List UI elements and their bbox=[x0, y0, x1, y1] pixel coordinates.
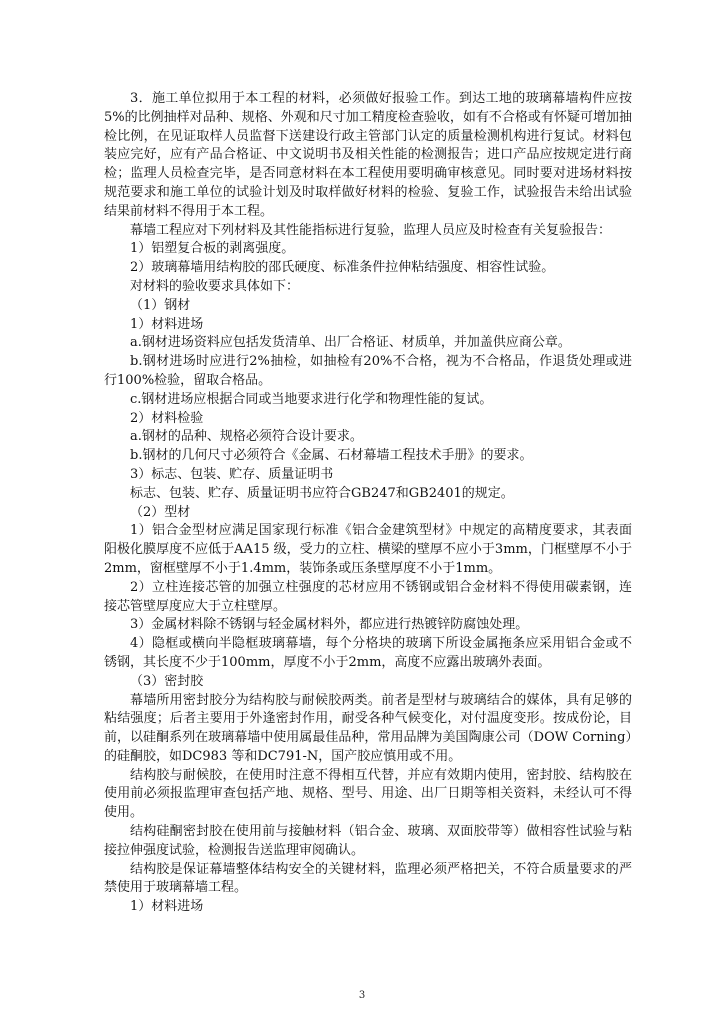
subheading: 3）标志、包装、贮存、质量证明书 bbox=[130, 466, 334, 482]
section-heading-profiles: （2）型材 bbox=[130, 504, 191, 520]
list-item: 1）铝合金型材应满足国家现行标准《铝合金建筑型材》中规定的高精度要求，其表面阳极化膜厚度不应低于AA15 级，受力的立柱、横梁的壁厚不应小于3mm，门框壁厚不小于2mm，窗框壁厚不小于1.4mm，装饰条或压条壁厚度不小于1mm。 bbox=[104, 523, 632, 576]
list-item: 1）铝塑复合板的剥离强度。 bbox=[130, 241, 295, 257]
list-item: a.钢材的品种、规格必须符合设计要求。 bbox=[130, 429, 363, 445]
list-item: 2）立柱连接芯管的加强立柱强度的芯材应用不锈钢或铝合金材料不得使用碳素钢，连接芯管壁厚度应大于立柱壁厚。 bbox=[104, 579, 632, 614]
paragraph: 标志、包装、贮存、质量证明书应符合GB247和GB2401的规定。 bbox=[130, 485, 514, 501]
paragraph-retest-intro: 幕墙工程应对下列材料及其性能指标进行复验，监理人员应及时检查有关复验报告： bbox=[130, 222, 612, 238]
list-item: b.钢材的几何尺寸必须符合《金属、石材幕墙工程技术手册》的要求。 bbox=[130, 448, 533, 464]
paragraph-acceptance-intro: 对材料的验收要求具体如下： bbox=[130, 278, 300, 294]
page-number: 3 bbox=[358, 990, 366, 1001]
list-item: c.钢材进场应根据合同或当地要求进行化学和物理性能的复试。 bbox=[130, 391, 493, 407]
subheading: 1）材料进场 bbox=[130, 899, 204, 915]
section-heading-sealant: （3）密封胶 bbox=[130, 673, 204, 689]
subheading: 1）材料进场 bbox=[130, 316, 204, 332]
list-item: 2）玻璃幕墙用结构胶的邵氏硬度、标准条件拉伸粘结强度、相容性试验。 bbox=[130, 260, 555, 276]
body-text bbox=[104, 90, 632, 917]
list-item: a.钢材进场资料应包括发货清单、出厂合格证、材质单，并加盖供应商公章。 bbox=[130, 335, 571, 351]
paragraph: 结构胶与耐候胶，在使用时注意不得相互代替，并应有效期内使用，密封胶、结构胶在使用前必须报监理审查包括产地、规格、型号、用途、出厂日期等相关资料，未经认可不得使用。 bbox=[104, 767, 632, 821]
paragraph: 幕墙所用密封胶分为结构胶与耐候胶两类。前者是型材与玻璃结合的媒体，具有足够的粘结强度；后者主要用于外逢密封作用，耐受各种气候变化，对付温度变形。按成份论，目前，以硅酮系列在玻璃幕墙中使用属最佳品种，常用品牌为美国陶康公司（DOW Corning）的硅酮胶，如DC983 等和DC791-N，国产胶应慎用或不用。 bbox=[104, 692, 632, 764]
subheading: 2）材料检验 bbox=[130, 410, 204, 426]
list-item: 4）隐框或横向半隐框玻璃幕墙，每个分格块的玻璃下所设金属拖条应采用铝合金或不锈钢，其长度不少于100mm，厚度不小于2mm，高度不应露出玻璃外表面。 bbox=[104, 636, 632, 670]
paragraph: 结构硅酮密封胶在使用前与接触材料（铝合金、玻璃、双面胶带等）做相容性试验与粘接拉伸强度试验，检测报告送监理审阅确认。 bbox=[104, 824, 632, 858]
list-item: b.钢材进场时应进行2%抽检，如抽检有20%不合格，视为不合格品，作退货处理或进行100%检验，留取合格品。 bbox=[104, 354, 632, 388]
paragraph-material-inspection: 3．施工单位拟用于本工程的材料，必须做好报验工作。到达工地的玻璃幕墙构件应按5%的比例抽样对品种、规格、外观和尺寸加工精度检查验收，如有不合格或有怀疑可增加抽检比例，在见证取样人员监督下送建设行政主管部门认定的质量检测机构进行复试。材料包装应完好，应有产品合格证、中文说明书及相关性能的检测报告；进口产品应按规定进行商检；监理人员检查完毕，是否同意材料在本工程使用要明确审核意见。同时要对进场材料按规范要求和施工单位的试验计划及时取样做好材料的检验、复验工作，试验报告未给出试验结果前材料不得用于本工程。 bbox=[104, 91, 632, 219]
paragraph: 结构胶是保证幕墙整体结构安全的关键材料，监理必须严格把关，不符合质量要求的严禁使用于玻璃幕墙工程。 bbox=[104, 861, 632, 896]
section-heading-steel: （1）钢材 bbox=[130, 297, 191, 313]
list-item: 3）金属材料除不锈钢与轻金属材料外，都应进行热镀锌防腐蚀处理。 bbox=[130, 617, 529, 633]
